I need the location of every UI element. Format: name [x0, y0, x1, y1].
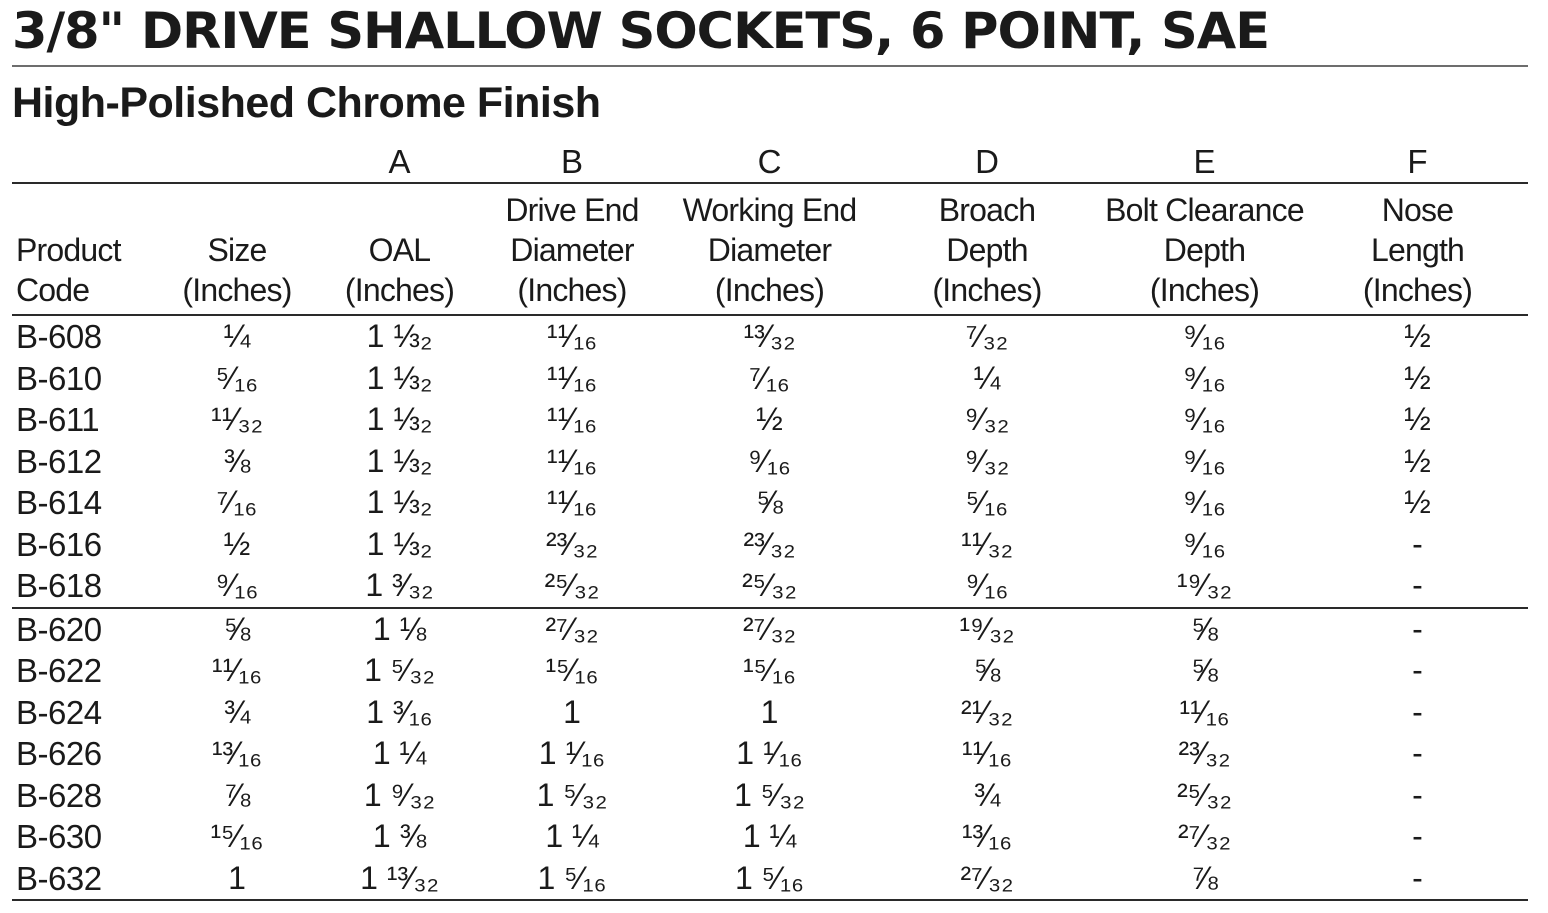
title-divider	[12, 65, 1528, 67]
table-cell: ¹³⁄₁₆	[961, 818, 1013, 855]
table-cell: ¹⁵⁄₁₆	[743, 652, 796, 689]
table-cell: 1 ³⁄₁₆	[366, 693, 433, 730]
table-cell: ¹¹⁄₁₆	[211, 652, 263, 689]
table-cell: ⅝	[1191, 652, 1218, 689]
product-code-cell: B-618	[12, 565, 152, 608]
column-header-line: (Inches)	[344, 272, 455, 308]
page-title: 3/8" DRIVE SHALLOW SOCKETS, 6 POINT, SAE	[12, 2, 1270, 60]
table-cell: ¹¹⁄₃₂	[210, 401, 264, 438]
table-cell: ²⁷⁄₃₂	[872, 858, 1102, 901]
table-cell: ⁷⁄₁₆	[749, 359, 790, 396]
table-cell: ¾	[973, 776, 1001, 813]
column-letter	[12, 140, 152, 183]
table-row	[12, 482, 1528, 524]
table-row	[12, 358, 1528, 400]
table-cell: ½	[756, 401, 783, 438]
column-header-line: Depth	[1163, 232, 1246, 268]
column-letter: D	[872, 140, 1102, 183]
column-header-line: Drive End	[505, 192, 639, 228]
table-cell: 1 ⅓₂	[366, 401, 433, 438]
product-code-cell: B-632	[12, 858, 152, 901]
column-header-line: (Inches)	[714, 272, 825, 308]
table-cell: ¹¹⁄₁₆	[546, 318, 598, 355]
column-header-line: Working End	[682, 192, 857, 228]
table-cell: 1 ¼	[372, 735, 427, 772]
table-cell: ¹¹⁄₁₆	[961, 735, 1013, 772]
column-letter	[152, 140, 322, 183]
column-letter: A	[322, 140, 477, 183]
table-cell: 1 ¹⁄₁₆	[538, 735, 606, 772]
column-label-row	[12, 183, 1528, 315]
table-cell: ½	[1404, 401, 1431, 438]
table-cell: 1 ⁵⁄₃₂	[364, 652, 435, 689]
column-header-line: Size	[207, 232, 267, 268]
table-cell: 1 ⅓₂	[366, 525, 433, 562]
product-code-cell: B-620	[16, 610, 102, 648]
table-cell: -	[1412, 610, 1423, 647]
page-subtitle: High-Polished Chrome Finish	[12, 79, 601, 127]
table-cell: -	[1412, 735, 1423, 772]
table-cell: ¼	[973, 359, 1001, 396]
table-cell: ²³⁄₃₂	[1178, 735, 1231, 772]
table-cell: 1 ⅓₂	[366, 318, 433, 355]
table-cell: 1 ⅓₂	[366, 484, 433, 521]
table-row	[12, 315, 1528, 358]
table-cell: ¹³⁄₃₂	[743, 318, 796, 355]
table-cell: ⁹⁄₁₆	[152, 565, 322, 608]
table-cell: ½	[1404, 484, 1431, 521]
product-code-cell: B-616	[16, 525, 102, 563]
table-cell: 1 ⁵⁄₃₂	[536, 776, 608, 813]
column-header-line: (Inches)	[1149, 272, 1260, 308]
product-code-cell: B-608	[16, 318, 102, 356]
table-cell: -	[1412, 693, 1423, 730]
table-cell: ¹⁹⁄₃₂	[1102, 565, 1307, 608]
column-header	[152, 183, 322, 315]
column-header-line: Diameter	[707, 232, 832, 268]
table-cell: ⅝	[1191, 610, 1218, 647]
table-cell: ⁹⁄₁₆	[1183, 484, 1226, 521]
product-code-cell: B-611	[16, 401, 100, 439]
column-header-line: Product	[16, 232, 121, 268]
column-header-line: Broach	[938, 192, 1036, 228]
table-cell: ⁹⁄₁₆	[1183, 442, 1226, 479]
table-cell: 1 ⁵⁄₃₂	[734, 776, 805, 813]
table-cell: ¼	[223, 318, 251, 355]
table-cell: 1 ¼	[742, 818, 797, 855]
column-header	[1102, 183, 1307, 315]
table-row	[12, 692, 1528, 734]
table-cell: ⅝	[973, 652, 1001, 689]
table-cell: ½	[1404, 318, 1431, 355]
column-header-line: (Inches)	[182, 272, 292, 308]
table-cell: ⁹⁄₁₆	[748, 442, 791, 479]
table-cell: ²³⁄₃₂	[545, 525, 599, 562]
table-row	[12, 399, 1528, 441]
table-cell: ⁵⁄₁₆	[965, 484, 1009, 521]
column-letter-row	[12, 140, 1528, 183]
table-cell: ⁹⁄₁₆	[1183, 401, 1226, 438]
table-row	[12, 524, 1528, 566]
table-cell: ⁹⁄₁₆	[1183, 525, 1226, 562]
product-code-cell: B-610	[16, 359, 102, 397]
table-cell: ¹¹⁄₁₆	[546, 442, 598, 479]
table-cell: 1 ⅛	[372, 610, 427, 647]
column-header-line: (Inches)	[517, 272, 627, 308]
table-cell: ²⁵⁄₃₂	[667, 565, 872, 608]
column-header-line: Code	[16, 272, 90, 308]
table-row	[12, 650, 1528, 692]
table-cell: ¾	[223, 693, 251, 730]
table-cell: ⁷⁄₃₂	[965, 318, 1009, 355]
column-header-line: Diameter	[510, 232, 634, 268]
product-code-cell: B-626	[16, 735, 102, 773]
table-cell: -	[1307, 858, 1528, 901]
table-row	[12, 816, 1528, 858]
table-cell: 1 ¹³⁄₃₂	[322, 858, 477, 901]
table-row	[12, 858, 1528, 901]
product-code-cell: B-614	[16, 484, 102, 522]
column-letter: E	[1102, 140, 1307, 183]
column-header	[667, 183, 872, 315]
table-row	[12, 733, 1528, 775]
column-header-line: Length	[1370, 232, 1465, 268]
table-cell: ⅝	[223, 610, 251, 647]
table-cell: ¹¹⁄₃₂	[960, 525, 1014, 562]
table-cell: 1	[563, 693, 581, 730]
table-cell: -	[1412, 652, 1423, 689]
table-row	[12, 441, 1528, 483]
table-cell: ²³⁄₃₂	[743, 525, 796, 562]
table-cell: 1 ⅓₂	[366, 359, 433, 396]
table-cell: 1 ⁵⁄₁₆	[667, 858, 872, 901]
table-cell: 1 ³⁄₃₂	[322, 565, 477, 608]
table-cell: 1	[760, 693, 779, 730]
table-cell: ⁹⁄₁₆	[1183, 318, 1226, 355]
table-cell: 1 ¹⁄₁₆	[736, 735, 803, 772]
table-cell: ⅜	[223, 442, 251, 479]
table-cell: 1 ¼	[545, 818, 599, 855]
product-code-cell: B-628	[16, 776, 102, 814]
table-cell: ⁵⁄₁₆	[215, 359, 259, 396]
table-cell: 1	[152, 858, 322, 901]
table-cell: ½	[223, 525, 251, 562]
table-row	[12, 775, 1528, 817]
product-code-cell: B-630	[16, 818, 102, 856]
column-header	[1307, 183, 1528, 315]
table-cell: 1 ⅓₂	[366, 442, 433, 479]
table-cell: ¹¹⁄₁₆	[546, 401, 598, 438]
column-header	[322, 183, 477, 315]
table-cell: ¹¹⁄₁₆	[546, 359, 598, 396]
table-cell: ¹⁹⁄₃₂	[959, 610, 1015, 647]
column-header-line: (Inches)	[1362, 272, 1473, 308]
table-cell: ¹⁵⁄₁₆	[210, 818, 264, 855]
table-cell: ²⁵⁄₃₂	[477, 565, 667, 608]
column-header-line: (Inches)	[932, 272, 1042, 308]
table-cell: ¹³⁄₁₆	[211, 735, 263, 772]
table-cell: ⁹⁄₁₆	[1183, 359, 1226, 396]
column-header-line: OAL	[368, 232, 431, 268]
table-cell: -	[1307, 565, 1528, 608]
table-cell: ²⁷⁄₃₂	[1177, 818, 1232, 855]
table-cell: 1 ⁹⁄₃₂	[363, 776, 436, 813]
table-body	[12, 315, 1528, 900]
table-cell: ⁹⁄₁₆	[872, 565, 1102, 608]
table-cell: ⁹⁄₃₂	[964, 401, 1010, 438]
column-header	[477, 183, 667, 315]
table-row	[12, 565, 1528, 608]
table-cell: -	[1412, 525, 1423, 562]
table-cell: ¹¹⁄₁₆	[1179, 693, 1230, 730]
table-cell: -	[1412, 818, 1423, 855]
table-cell: ²⁵⁄₃₂	[1177, 776, 1232, 813]
product-code-cell: B-624	[16, 693, 102, 731]
table-cell: ²⁷⁄₃₂	[742, 610, 797, 647]
table-cell: ⁷⁄₁₆	[216, 484, 258, 521]
table-cell: ²⁷⁄₃₂	[545, 610, 599, 647]
table-cell: ⅞	[1102, 858, 1307, 901]
column-letter: C	[667, 140, 872, 183]
column-header	[12, 183, 152, 315]
table-cell: -	[1412, 776, 1423, 813]
table-cell: ½	[1404, 442, 1431, 479]
table-cell: ⁹⁄₃₂	[964, 442, 1010, 479]
column-letter: B	[477, 140, 667, 183]
socket-spec-table	[12, 140, 1528, 901]
table-cell: ½	[1404, 359, 1431, 396]
table-cell: ¹¹⁄₁₆	[546, 484, 598, 521]
table-cell: 1 ⅜	[372, 818, 427, 855]
table-cell: 1 ⁵⁄₁₆	[477, 858, 667, 901]
column-header-line: Bolt Clearance	[1105, 192, 1304, 228]
table-row	[12, 608, 1528, 651]
table-cell: ⅝	[756, 484, 783, 521]
product-code-cell: B-612	[16, 442, 102, 480]
table-cell: ²¹⁄₃₂	[960, 693, 1014, 730]
table-cell: ⅞	[223, 776, 251, 813]
column-header-line: Nose	[1381, 192, 1454, 228]
product-code-cell: B-622	[16, 652, 102, 690]
column-header-line: Depth	[946, 232, 1028, 268]
table-cell: ¹⁵⁄₁₆	[545, 652, 599, 689]
column-header	[872, 183, 1102, 315]
column-letter: F	[1307, 140, 1528, 183]
